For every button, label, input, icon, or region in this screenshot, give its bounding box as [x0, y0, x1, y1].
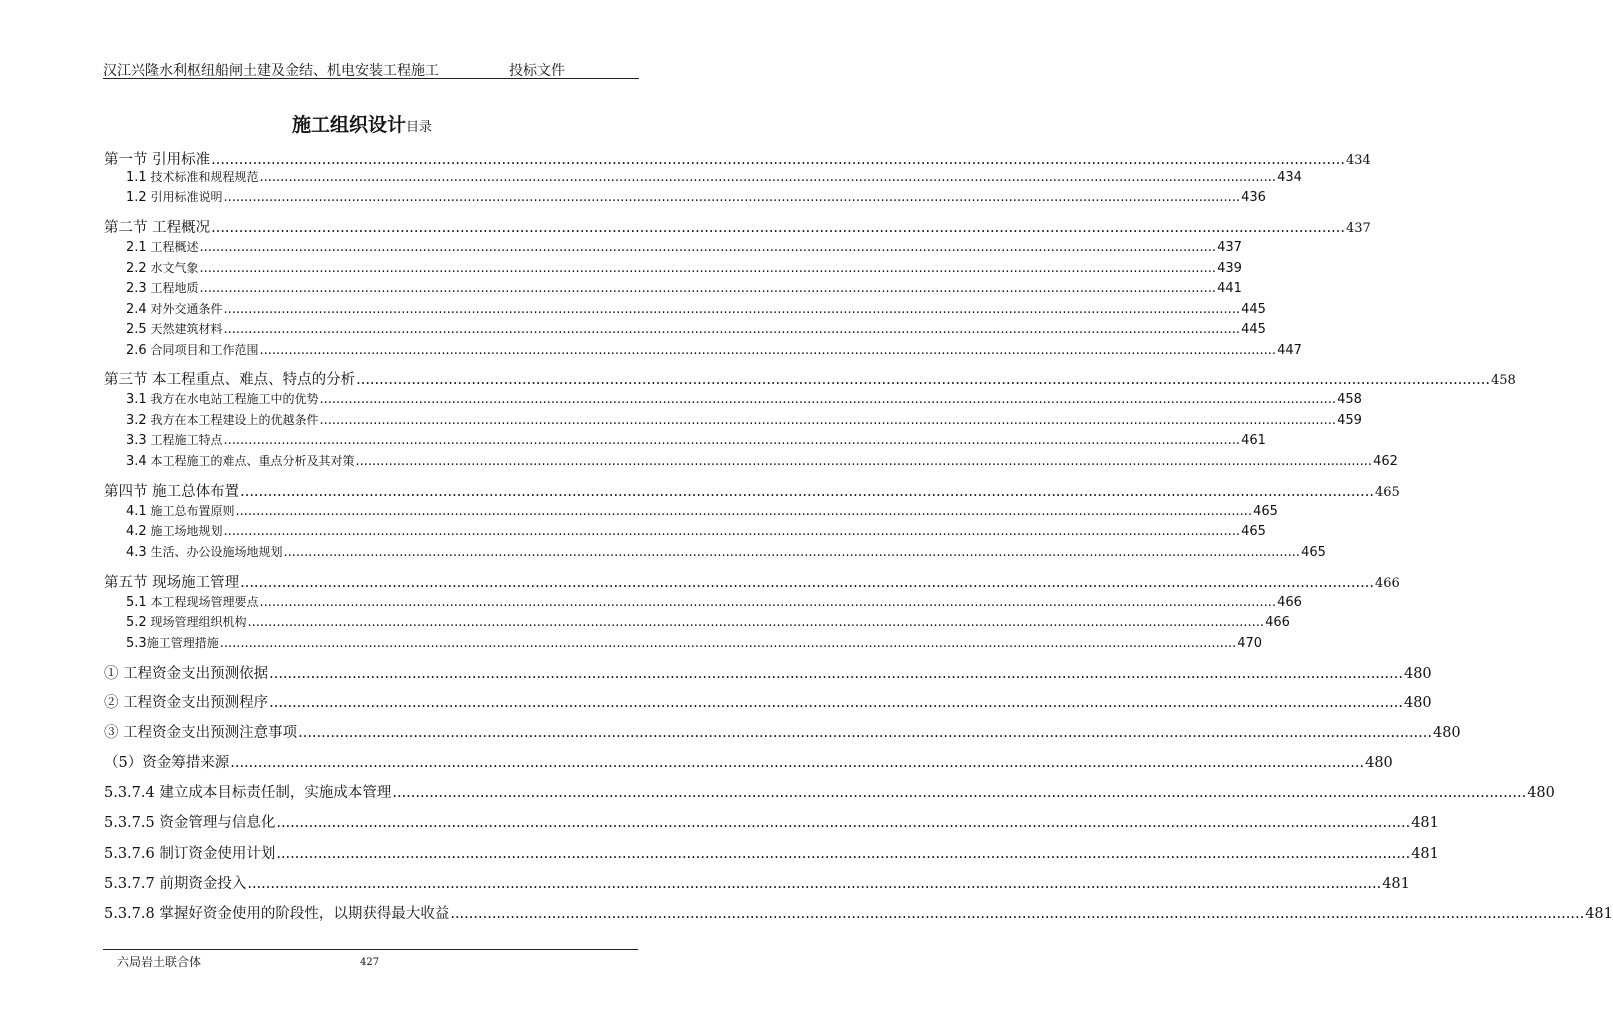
toc-entry-5-3-7-5[interactable] — [104, 811, 1439, 833]
toc-label: 第一节 引用标准 — [104, 152, 211, 168]
toc-label: 5.3.7.6 制订资金使用计划 — [104, 846, 276, 862]
toc-section-4[interactable] — [104, 480, 1400, 502]
toc-number: 3.2 — [126, 413, 147, 428]
toc-label: 工程施工特点 — [146, 433, 223, 447]
toc-label: 第三节 本工程重点、难点、特点的分析 — [104, 372, 356, 388]
toc-label: 我方在水电站工程施工中的优势 — [146, 392, 319, 406]
toc-leader: ...................................................................................................................................................................................................................................................... — [240, 575, 1374, 591]
toc-entry-forecast-notes[interactable] — [104, 721, 1461, 743]
toc-item-4-2[interactable] — [126, 522, 1266, 544]
toc-leader: ...................................................................................................................................................................................................................................................... — [223, 322, 1241, 337]
toc-label: 5.3.7.4 建立成本目标责任制，实施成本管理 — [104, 785, 392, 801]
toc-leader: ...................................................................................................................................................................................................................................................... — [199, 261, 1217, 276]
toc-leader: ...................................................................................................................................................................................................................................................... — [276, 815, 1411, 831]
toc-item-5-1[interactable] — [126, 593, 1302, 615]
toc-leader: ...................................................................................................................................................................................................................................................... — [223, 433, 1241, 448]
toc-page: 466 — [1374, 576, 1400, 591]
header-project-title: 汉江兴隆水利枢纽船闸土建及金结、机电安装工程施工 — [103, 63, 439, 79]
toc-label: 5.3.7.5 资金管理与信息化 — [104, 815, 276, 831]
toc-item-3-4[interactable] — [126, 452, 1398, 474]
toc-leader: ...................................................................................................................................................................................................................................................... — [211, 220, 1345, 236]
toc-page: 480 — [1365, 755, 1393, 771]
toc-page: 439 — [1217, 261, 1242, 276]
toc-label: 水文气象 — [146, 261, 199, 275]
toc-page: 470 — [1237, 636, 1263, 651]
toc-leader: ...................................................................................................................................................................................................................................................... — [283, 545, 1301, 560]
toc-item-2-6[interactable] — [126, 341, 1302, 363]
toc-leader: ...................................................................................................................................................................................................................................................... — [319, 413, 1337, 428]
toc-leader: ...................................................................................................................................................................................................................................................... — [247, 876, 1382, 892]
toc-entry-5-3-7-7[interactable] — [104, 872, 1410, 894]
toc-page: 447 — [1277, 343, 1302, 358]
toc-leader: ...................................................................................................................................................................................................................................................... — [269, 695, 1403, 711]
toc-number: 4.1 — [126, 504, 147, 519]
page-footer — [103, 949, 638, 970]
toc-page: 437 — [1345, 221, 1371, 236]
toc-label: 引用标准说明 — [146, 190, 223, 204]
toc-number: 5.2 — [126, 615, 147, 630]
toc-page: 465 — [1253, 504, 1278, 519]
toc-leader: ...................................................................................................................................................................................................................................................... — [355, 454, 1373, 469]
toc-label: （5）资金筹措来源 — [104, 755, 230, 771]
toc-item-2-1[interactable] — [126, 238, 1242, 260]
toc-number: 3.4 — [126, 454, 147, 469]
toc-leader: ...................................................................................................................................................................................................................................................... — [269, 666, 1403, 682]
toc-label: 施工场地规划 — [146, 524, 223, 538]
toc-leader: ...................................................................................................................................................................................................................................................... — [319, 392, 1337, 407]
toc-section-2[interactable] — [104, 216, 1371, 238]
toc-label: 我方在本工程建设上的优越条件 — [146, 413, 319, 427]
toc-entry-5-3-7-6[interactable] — [104, 842, 1439, 864]
toc-page: 441 — [1217, 281, 1242, 296]
toc-number: 2.3 — [126, 281, 147, 296]
toc-item-2-4[interactable] — [126, 300, 1266, 322]
toc-number: 3.3 — [126, 433, 147, 448]
toc-label: 5.3.7.8 掌握好资金使用的阶段性，以期获得最大收益 — [104, 906, 450, 922]
toc-label: 本工程施工的难点、重点分析及其对策 — [146, 454, 355, 468]
toc-label: 5.3.7.7 前期资金投入 — [104, 876, 247, 892]
toc-leader: ...................................................................................................................................................................................................................................................... — [199, 240, 1217, 255]
footer-page-number: 427 — [360, 957, 380, 968]
toc-leader: ...................................................................................................................................................................................................................................................... — [450, 906, 1585, 922]
toc-leader: ...................................................................................................................................................................................................................................................... — [259, 595, 1277, 610]
toc-number: 1.2 — [126, 190, 147, 205]
toc-leader: ...................................................................................................................................................................................................................................................... — [356, 372, 1490, 388]
toc-entry-forecast-basis[interactable] — [104, 662, 1432, 684]
toc-number: 2.1 — [126, 240, 147, 255]
toc-label: 技术标准和规程规范 — [146, 170, 259, 184]
toc-label: 对外交通条件 — [146, 302, 223, 316]
toc-page: 465 — [1301, 545, 1326, 560]
toc-page: 459 — [1337, 413, 1362, 428]
title-sub: 目录 — [406, 120, 433, 135]
toc-page: 480 — [1403, 695, 1432, 711]
toc-page: 481 — [1585, 906, 1613, 922]
toc-page: 465 — [1374, 485, 1400, 500]
toc-item-1-1[interactable] — [126, 168, 1302, 190]
toc-number: 5.1 — [126, 595, 147, 610]
toc-page: 434 — [1277, 170, 1302, 185]
toc-section-1[interactable] — [104, 148, 1371, 170]
toc-page: 461 — [1241, 433, 1266, 448]
toc-leader: ...................................................................................................................................................................................................................................................... — [392, 785, 1527, 801]
toc-number: 2.5 — [126, 322, 147, 337]
toc-page: 480 — [1403, 666, 1432, 682]
toc-item-2-5[interactable] — [126, 320, 1266, 342]
toc-leader: ...................................................................................................................................................................................................................................................... — [235, 504, 1253, 519]
toc-page: 445 — [1241, 322, 1266, 337]
toc-label: ③ 工程资金支出预测注意事项 — [104, 725, 298, 741]
toc-leader: ...................................................................................................................................................................................................................................................... — [240, 484, 1374, 500]
header-doc-type: 投标文件 — [509, 63, 565, 79]
toc-page: 458 — [1490, 373, 1516, 388]
toc-label: 工程地质 — [146, 281, 199, 295]
toc-leader: ...................................................................................................................................................................................................................................................... — [276, 846, 1411, 862]
toc-page: 466 — [1265, 615, 1290, 630]
toc-item-2-3[interactable] — [126, 279, 1242, 301]
toc-page: 465 — [1241, 524, 1266, 539]
toc-section-3[interactable] — [104, 368, 1516, 390]
toc-label: 第五节 现场施工管理 — [104, 575, 240, 591]
toc-item-5-2[interactable] — [126, 613, 1290, 635]
toc-item-4-1[interactable] — [126, 502, 1278, 524]
toc-item-3-1[interactable] — [126, 390, 1362, 412]
toc-leader: ...................................................................................................................................................................................................................................................... — [298, 725, 1432, 741]
toc-number: 4.2 — [126, 524, 147, 539]
toc-page: 466 — [1277, 595, 1302, 610]
toc-section-5[interactable] — [104, 571, 1400, 593]
toc-label: 施工总布置原则 — [146, 504, 235, 518]
toc-page: 480 — [1527, 785, 1555, 801]
title-main: 施工组织设计 — [291, 114, 406, 136]
toc-number: 4.3 — [126, 545, 147, 560]
toc-leader: ...................................................................................................................................................................................................................................................... — [259, 170, 1277, 185]
toc-label: 第二节 工程概况 — [104, 220, 211, 236]
toc-leader: ...................................................................................................................................................................................................................................................... — [223, 302, 1241, 317]
toc-page: 434 — [1345, 153, 1371, 168]
toc-leader: ...................................................................................................................................................................................................................................................... — [223, 190, 1241, 205]
toc-leader: ...................................................................................................................................................................................................................................................... — [219, 636, 1237, 651]
toc-leader: ...................................................................................................................................................................................................................................................... — [211, 152, 1345, 168]
toc-leader: ...................................................................................................................................................................................................................................................... — [259, 343, 1277, 358]
toc-item-5-3[interactable] — [126, 634, 1263, 656]
page-title — [0, 110, 724, 137]
toc-number: 1.1 — [126, 170, 147, 185]
toc-leader: ...................................................................................................................................................................................................................................................... — [247, 615, 1265, 630]
toc-item-3-3[interactable] — [126, 431, 1266, 453]
toc-item-3-2[interactable] — [126, 411, 1362, 433]
toc-page: 462 — [1373, 454, 1398, 469]
toc-entry-fund-sources[interactable] — [104, 751, 1393, 773]
toc-item-4-3[interactable] — [126, 543, 1326, 565]
toc-page: 445 — [1241, 302, 1266, 317]
toc-number: 2.6 — [126, 343, 147, 358]
toc-page: 436 — [1241, 190, 1266, 205]
toc-entry-5-3-7-4[interactable] — [104, 781, 1555, 803]
toc-item-2-2[interactable] — [126, 259, 1242, 281]
toc-leader: ...................................................................................................................................................................................................................................................... — [230, 755, 1365, 771]
toc-label: ① 工程资金支出预测依据 — [104, 666, 269, 682]
toc-entry-5-3-7-8[interactable] — [104, 902, 1613, 924]
toc-number: 2.4 — [126, 302, 147, 317]
toc-page: 481 — [1382, 876, 1410, 892]
toc-label: 天然建筑材料 — [146, 322, 223, 336]
toc-label: 工程概述 — [146, 240, 199, 254]
toc-label: 本工程现场管理要点 — [146, 595, 259, 609]
toc-number: 3.1 — [126, 392, 147, 407]
toc-number: 2.2 — [126, 261, 147, 276]
footer-unit: 六局岩土联合体 — [117, 955, 202, 969]
toc-label: 施工管理措施 — [146, 636, 219, 650]
toc-page: 481 — [1411, 846, 1439, 862]
toc-item-1-2[interactable] — [126, 188, 1266, 210]
toc-page: 458 — [1337, 392, 1362, 407]
toc-label: 合同项目和工作范围 — [146, 343, 259, 357]
toc-page: 481 — [1411, 815, 1439, 831]
toc-number: 5.3 — [126, 636, 147, 651]
toc-label: 第四节 施工总体布置 — [104, 484, 240, 500]
toc-label: 生活、办公设施场地规划 — [146, 545, 283, 559]
toc-leader: ...................................................................................................................................................................................................................................................... — [223, 524, 1241, 539]
toc-page: 480 — [1432, 725, 1461, 741]
toc-page: 437 — [1217, 240, 1242, 255]
toc-leader: ...................................................................................................................................................................................................................................................... — [199, 281, 1217, 296]
toc-label: 现场管理组织机构 — [146, 615, 247, 629]
page-header — [103, 59, 639, 79]
toc-entry-forecast-procedure[interactable] — [104, 691, 1432, 713]
toc-label: ② 工程资金支出预测程序 — [104, 695, 269, 711]
